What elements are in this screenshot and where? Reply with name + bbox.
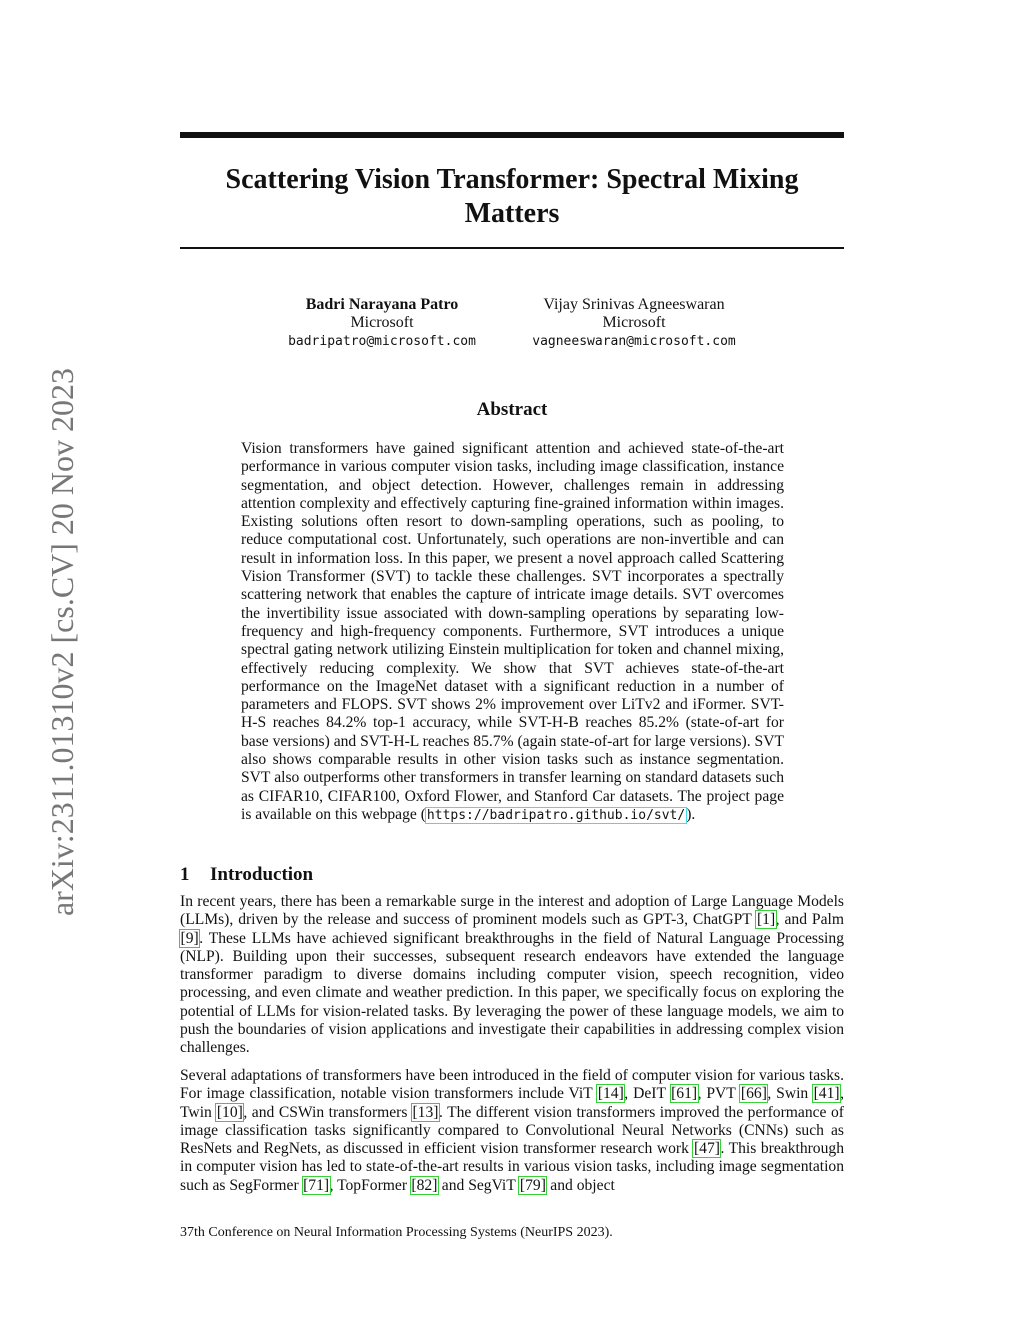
paragraph-text: . This breakthrough in computer vision has led to state-of-the-art results in various vision tasks, including image segmentation such as SegFormer <box>180 1140 844 1194</box>
citation-link[interactable]: [47] <box>693 1140 720 1158</box>
citation-link[interactable]: [10] <box>216 1103 243 1121</box>
citation-link[interactable]: [79] <box>519 1176 546 1194</box>
section-number: 1 <box>180 864 190 885</box>
paragraph-text: , TopFormer <box>329 1176 411 1194</box>
citation-link[interactable]: [66] <box>740 1085 767 1103</box>
author-name: Badri Narayana Patro <box>305 296 459 313</box>
paragraph-text: . The different vision transformers improved the performance of image classification tasks significantly compared to Convolutional Neural Networks (CNNs) such as ResNets and RegNets, as discussed in efficient vision transformer research work <box>180 1103 844 1158</box>
author-email: badripatro@microsoft.com <box>288 334 476 349</box>
section-title-text: Introduction <box>210 864 314 885</box>
title-rule-top <box>180 132 844 138</box>
citation-link[interactable]: [14] <box>597 1085 624 1103</box>
url-close-paren: ). <box>686 805 696 823</box>
citation-link[interactable]: [13] <box>412 1103 439 1121</box>
citation-link[interactable]: [9] <box>180 929 199 947</box>
author-name: Vijay Srinivas Agneeswaran <box>543 296 725 313</box>
author-affiliation: Microsoft <box>350 314 414 331</box>
citation-link[interactable]: [61] <box>671 1085 698 1103</box>
author-affiliation: Microsoft <box>602 314 666 331</box>
citation-link[interactable]: [82] <box>411 1176 438 1194</box>
section-heading-introduction <box>180 864 313 886</box>
intro-paragraph-2 <box>180 1067 844 1195</box>
paragraph-text: , Swin <box>767 1085 814 1103</box>
intro-paragraph-1 <box>180 893 844 1058</box>
citation-link[interactable]: [1] <box>756 911 776 929</box>
author-email: vagneeswaran@microsoft.com <box>532 334 736 349</box>
paper-title: Scattering Vision Transformer: Spectral Mixing Matters <box>225 164 799 229</box>
author-block-1 <box>262 296 502 351</box>
paragraph-text: and object <box>546 1176 615 1194</box>
abstract-text: Vision transformers have gained significant attention and achieved state-of-the-art performance in various computer vision tasks, including image classification, instance segmentation, and object detection. However, challenges remain in addressing attention complexity and effectively capturing fine-grained information within images. Existing solutions often resort to down-sampling operations, such as pooling, to reduce computational cost. Unfortunately, such operations are non-invertible and can result in information loss. In this paper, we present a novel approach called Scattering Vision Transformer (SVT) to tackle these challenges. SVT incorporates a spectrally scattering network that enables the capture of intricate image details. SVT overcomes the invertibility issue associated with down-sampling operations by separating low-frequency and high-frequency components. Furthermore, SVT introduces a unique spectral gating network utilizing Einstein multiplication for token and channel mixing, effectively reducing complexity. We show that SVT achieves state-of-the-art performance on the ImageNet dataset with a significant reduction in a number of parameters and FLOPS. SVT shows 2% improvement over LiTv2 and iFormer. SVT-H-S reaches 84.2% top-1 accuracy, while SVT-H-B reaches 85.2% (state-of-art for base versions) and SVT-H-L reaches 85.7% (again state-of-art for large versions). SVT also shows comparable results in other vision tasks such as instance segmentation. SVT also outperforms other transformers in transfer learning on standard datasets such as CIFAR10, CIFAR100, Oxford Flower, and Stanford Car datasets. The project page is available on this webpage <box>241 440 784 823</box>
paragraph-text: In recent years, there has been a remarkable surge in the interest and adoption of Large Language Models (LLMs), driven by the release and success of prominent models such as GPT-3, ChatGPT <box>180 893 844 929</box>
abstract-body <box>241 440 784 825</box>
title-rule-bottom <box>180 247 844 249</box>
author-block-2 <box>514 296 754 351</box>
url-open-paren: ( <box>420 805 426 823</box>
citation-link[interactable]: [71] <box>303 1176 330 1194</box>
paragraph-text: and SegViT <box>437 1176 520 1194</box>
abstract-heading: Abstract <box>476 399 548 420</box>
arxiv-identifier: arXiv:2311.01310v2 [cs.CV] 20 Nov 2023 <box>44 367 80 917</box>
paragraph-text: , PVT <box>697 1085 741 1103</box>
paragraph-text: , and Palm <box>775 911 844 929</box>
paragraph-text: , Twin <box>180 1085 844 1121</box>
paragraph-text: Several adaptations of transformers have been introduced in the field of computer vision for various tasks. For image classification, notable vision transformers include ViT <box>180 1067 844 1103</box>
paragraph-text: , and CSWin transformers <box>243 1103 412 1121</box>
paragraph-text: . These LLMs have achieved significant breakthroughs in the field of Natural Language Processing (NLP). Building upon their successes, subsequent research endeavors have extended the language transformer paradigm to diverse domains including computer vision, speech recognition, video processing, and even climate and weather prediction. In this paper, we specifically focus on exploring the potential of LLMs for vision-related tasks. By leveraging the power of these language models, we aim to push the boundaries of vision applications and investigate their capabilities in addressing complex vision challenges. <box>180 929 844 1057</box>
citation-link[interactable]: [41] <box>813 1085 840 1103</box>
project-page-link[interactable]: https://badripatro.github.io/svt/ <box>426 807 686 823</box>
conference-footnote: 37th Conference on Neural Information Processing Systems (NeurIPS 2023). <box>180 1225 613 1240</box>
paragraph-text: , DeIT <box>624 1085 671 1103</box>
